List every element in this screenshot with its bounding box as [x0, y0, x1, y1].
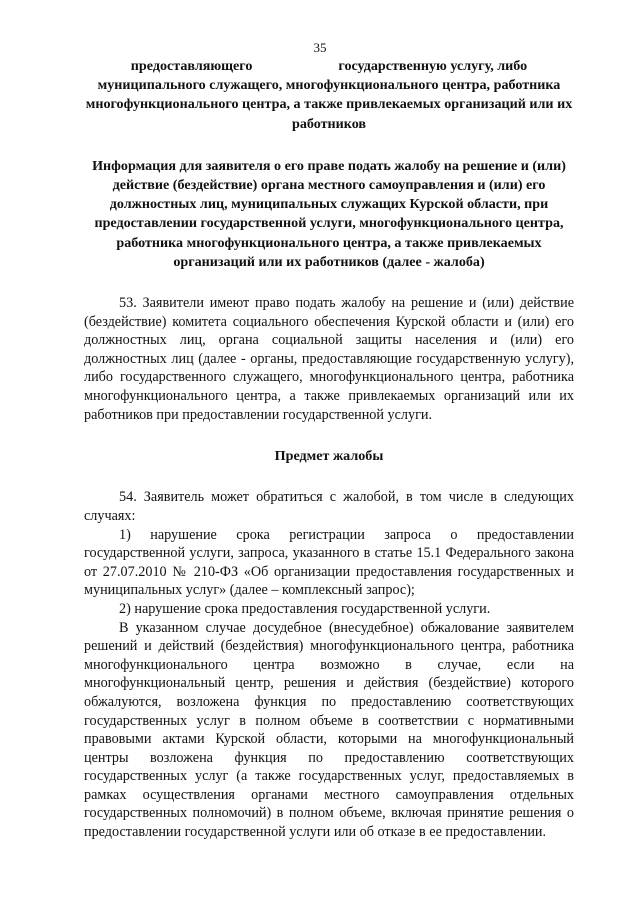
paragraph-case: В указанном случае досудебное (внесудебное) обжалование заявителем решений и действий (бездействия) многофункционального центра, работника многофункционального центра возможно в случае, если на многофункциональный центр, решения и действия (бездействие) которого обжалуются, возложена функция по предоставлению соответствующих государственных услуг в полном объеме в соответствии с нормативными правовыми актами Курской области, которыми на многофункциональный центры возложена функция по предоставлению соответствующих государственных услуг (а также государственных услуг, предоставляемых в рамках осуществления органами местного самоуправления отдельных государственных полномочий) в полном объеме, включая принятие решения о предоставлении государственной услуги или об отказе в ее предоставлении. — [84, 619, 574, 841]
heading-continuation — [84, 57, 574, 134]
subject-heading: Предмет жалобы — [274, 448, 384, 465]
heading-continuation-part1: предоставляющего — [130, 58, 253, 74]
section-heading: Информация для заявителя о его праве подать жалобу на решение и (или) действие (бездействие) органа местного самоуправления и (или) его должностных лиц, муниципальных служащих Курской области, при предоставлении государственной услуги, многофункционального центра, работника многофункционального центра, а также привлекаемых организаций или их работников (далее - жалоба) — [92, 157, 566, 270]
paragraph-54: 54. Заявитель может обратиться с жалобой, в том числе в следующих случаях: — [84, 489, 574, 524]
page-number: 35 — [313, 40, 327, 55]
list-item-1: 1) нарушение срока регистрации запроса о предоставлении государственной услуги, запроса, указанного в статье 15.1 Федерального закона от 27.07.2010 № 210-ФЗ «Об организации предоставления государственных и муниципальных услуг» (далее – комплексный запрос); — [84, 526, 574, 599]
page-content — [84, 57, 574, 842]
list-item-2: 2) нарушение срока предоставления государственной услуги. — [119, 600, 491, 617]
heading-continuation-part2: государственную услугу, либо муниципального служащего, многофункционального центра, работника многофункционального центра, а также привлекаемых организаций или их работников — [85, 58, 573, 132]
paragraph-53: 53. Заявители имеют право подать жалобу на решение и (или) действие (бездействие) комитета социального обеспечения Курской области и (или) его должностных лиц, органа социальной защиты населения и (или) его должностных лиц (далее - органы, предоставляющие государственную услугу), либо государственного служащего, многофункционального центра, работника многофункционального центра, а также привлекаемых организаций или их работников при предоставлении государственной услуги. — [84, 295, 574, 423]
